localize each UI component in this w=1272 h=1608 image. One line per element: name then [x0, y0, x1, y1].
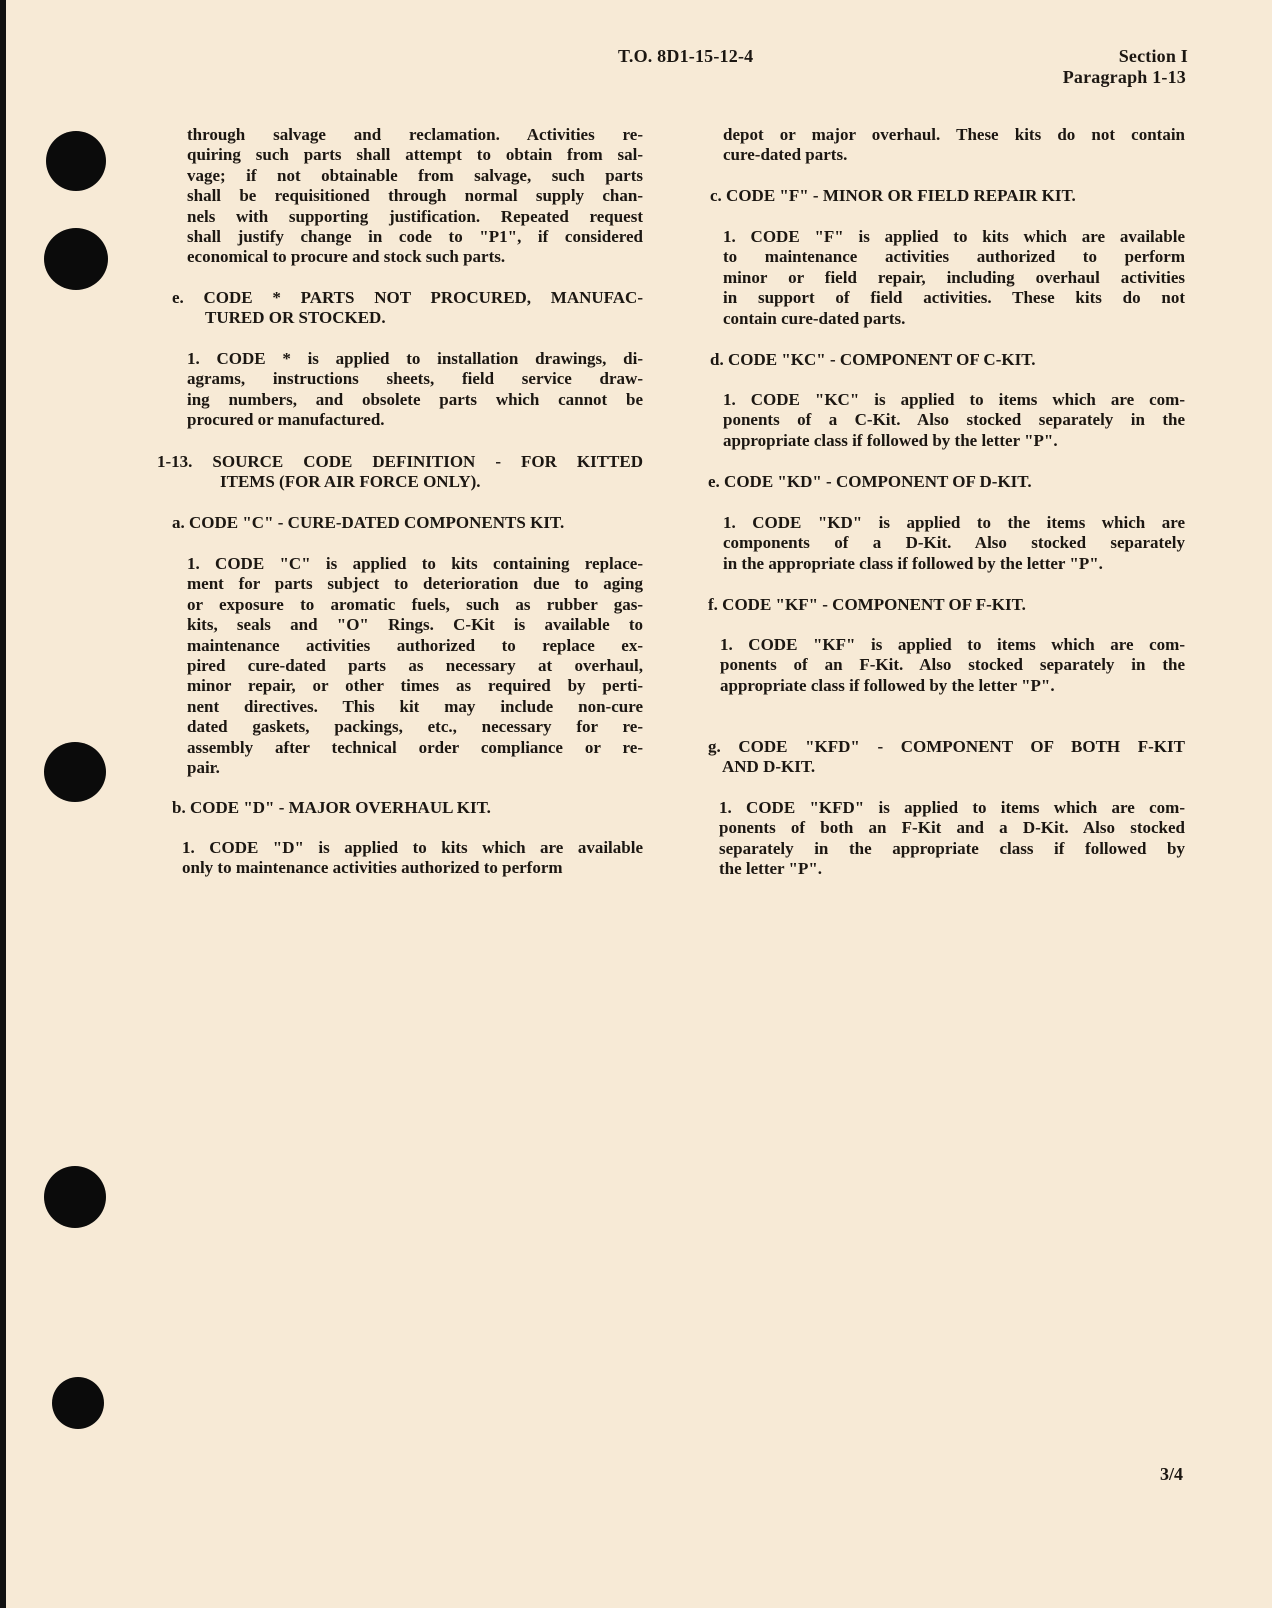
text-line: 1. CODE "KC" is applied to items which are com-	[723, 390, 1185, 409]
section-label: Section I	[1118, 46, 1188, 66]
text-line: a. CODE "C" - CURE-DATED COMPONENTS KIT.	[172, 513, 565, 532]
right_column-paragraph	[708, 595, 1185, 615]
text-line: pired cure-dated parts as necessary at overhaul,	[187, 655, 643, 675]
text-line: 1. CODE * is applied to installation drawings, di-	[187, 349, 643, 368]
text-line: 1. CODE "KFD" is applied to items which are com-	[719, 798, 1185, 817]
text-line: ment for parts subject to deterioration due to aging	[187, 574, 643, 594]
text-line: minor or field repair, including overhaul activities	[723, 267, 1185, 287]
text-line: components of a D-Kit. Also stocked separately	[723, 533, 1185, 553]
right_column-paragraph	[723, 390, 1185, 451]
text-line: to maintenance activities authorized to perform	[723, 247, 1185, 267]
text-line: agrams, instructions sheets, field service draw-	[187, 369, 643, 389]
text-line: 1. CODE "D" is applied to kits which are available	[182, 838, 643, 857]
text-line: 1-13. SOURCE CODE DEFINITION - FOR KITTED	[157, 452, 643, 471]
text-line: cure-dated parts.	[723, 145, 848, 165]
right_column-paragraph	[708, 737, 1185, 778]
text-line: ponents of an F-Kit. Also stocked separately in the	[720, 655, 1185, 675]
text-line: 1. CODE "KD" is applied to the items which are	[723, 513, 1185, 532]
binder-hole	[52, 1377, 104, 1429]
text-line: 1. CODE "C" is applied to kits containing replace-	[187, 554, 643, 573]
text-line: maintenance activities authorized to replace ex-	[187, 635, 643, 655]
text-line: ing numbers, and obsolete parts which cannot be	[187, 389, 643, 409]
text-line: e. CODE "KD" - COMPONENT OF D-KIT.	[708, 472, 1032, 491]
text-line: only to maintenance activities authorized to perform	[182, 858, 563, 878]
text-line: in the appropriate class if followed by the letter "P".	[723, 553, 1103, 573]
binder-hole	[44, 228, 108, 290]
paragraph-label: Paragraph 1-13	[1062, 67, 1186, 87]
page-number: 3/4	[1160, 1464, 1184, 1484]
text-line: TURED OR STOCKED.	[205, 308, 386, 328]
text-line: f. CODE "KF" - COMPONENT OF F-KIT.	[708, 595, 1026, 614]
left_column-paragraph	[172, 288, 643, 329]
text-line: procured or manufactured.	[187, 410, 385, 430]
text-line: shall justify change in code to "P1", if considered	[187, 226, 643, 246]
binder-hole	[46, 131, 106, 191]
left_column-paragraph	[187, 125, 643, 268]
left_column-paragraph	[172, 513, 643, 533]
left_column-paragraph	[172, 798, 643, 818]
right_column-paragraph	[723, 125, 1185, 166]
right_column-paragraph	[708, 472, 1185, 492]
text-line: dated gaskets, packings, etc., necessary for re-	[187, 717, 643, 737]
text-line: quiring such parts shall attempt to obtain from sal-	[187, 145, 643, 165]
right_column-paragraph	[720, 635, 1185, 696]
text-line: nels with supporting justification. Repeated request	[187, 206, 643, 226]
text-line: e. CODE * PARTS NOT PROCURED, MANUFAC-	[172, 288, 643, 307]
left_column-paragraph	[157, 452, 643, 493]
text-line: b. CODE "D" - MAJOR OVERHAUL KIT.	[172, 798, 491, 817]
text-line: appropriate class if followed by the letter "P".	[720, 675, 1055, 695]
right_column-paragraph	[719, 798, 1185, 880]
text-line: pair.	[187, 757, 220, 777]
scan-edge	[0, 0, 6, 1608]
text-line: ITEMS (FOR AIR FORCE ONLY).	[220, 472, 481, 492]
text-line: c. CODE "F" - MINOR OR FIELD REPAIR KIT.	[710, 186, 1076, 205]
text-line: ponents of both an F-Kit and a D-Kit. Also stocked	[719, 818, 1185, 838]
left_column-paragraph	[182, 838, 643, 879]
text-line: vage; if not obtainable from salvage, such parts	[187, 165, 643, 185]
text-line: kits, seals and "O" Rings. C-Kit is available to	[187, 615, 643, 635]
text-line: through salvage and reclamation. Activities re-	[187, 125, 643, 144]
left_column-paragraph	[187, 554, 643, 778]
text-line: 1. CODE "KF" is applied to items which are com-	[720, 635, 1185, 654]
left_column-paragraph	[187, 349, 643, 431]
text-line: the letter "P".	[719, 859, 823, 879]
right_column-paragraph	[710, 186, 1185, 206]
right_column-paragraph	[723, 227, 1185, 329]
text-line: economical to procure and stock such parts.	[187, 247, 506, 267]
text-line: nent directives. This kit may include non-cure	[187, 696, 643, 716]
right_column-paragraph	[723, 513, 1185, 574]
text-line: separately in the appropriate class if followed by	[719, 838, 1185, 858]
text-line: in support of field activities. These kits do not	[723, 288, 1185, 308]
text-line: g. CODE "KFD" - COMPONENT OF BOTH F-KIT	[708, 737, 1185, 756]
text-line: 1. CODE "F" is applied to kits which are available	[723, 227, 1185, 246]
text-line: contain cure-dated parts.	[723, 308, 906, 328]
text-line: or exposure to aromatic fuels, such as rubber gas-	[187, 594, 643, 614]
text-line: assembly after technical order compliance or re-	[187, 737, 643, 757]
right_column-paragraph	[710, 350, 1185, 370]
binder-hole	[44, 1166, 106, 1228]
text-line: shall be requisitioned through normal supply chan-	[187, 186, 643, 206]
text-line: appropriate class if followed by the letter "P".	[723, 430, 1058, 450]
text-line: ponents of a C-Kit. Also stocked separately in the	[723, 410, 1185, 430]
text-line: depot or major overhaul. These kits do not contain	[723, 125, 1185, 144]
text-line: d. CODE "KC" - COMPONENT OF C-KIT.	[710, 350, 1036, 369]
binder-hole	[44, 742, 106, 802]
to-number: T.O. 8D1-15-12-4	[618, 46, 754, 66]
text-line: minor repair, or other times as required by perti-	[187, 676, 643, 696]
text-line: AND D-KIT.	[722, 757, 816, 777]
